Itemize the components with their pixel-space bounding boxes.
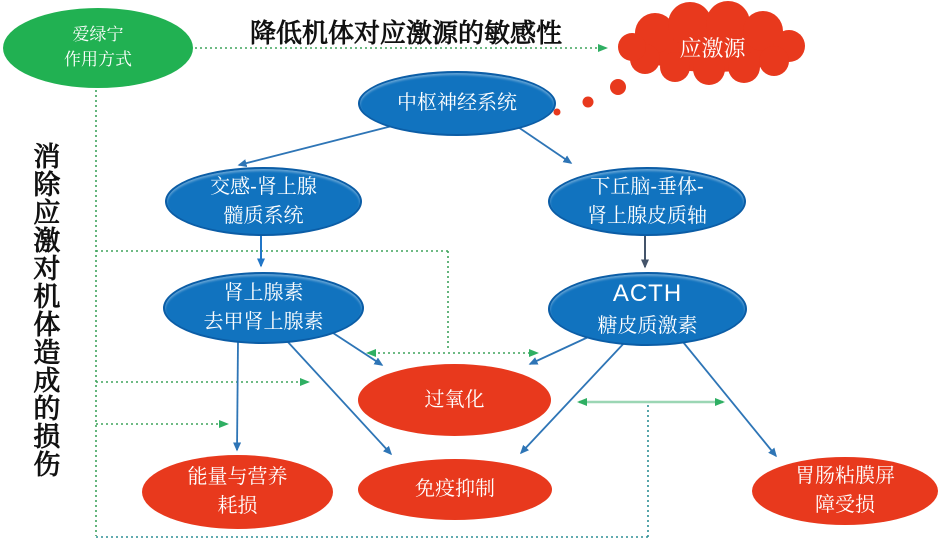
node-label: 作用方式 — [64, 50, 132, 69]
node-acth-glucocorticoid — [548, 272, 747, 346]
arrow-adrenaline-to-energy — [237, 341, 238, 450]
node-label: ACTH — [612, 280, 683, 308]
node-stressor-label: 应激源 — [679, 36, 746, 61]
node-label: 下丘脑-垂体- — [590, 175, 704, 198]
node-sympathetic-adrenal-medulla — [165, 167, 362, 236]
node-label: 肾上腺素 — [223, 282, 304, 304]
node-label: 肾上腺皮质轴 — [587, 204, 707, 227]
node-adrenaline-noradrenaline — [163, 272, 364, 344]
arrow-acth-to-gut — [683, 342, 776, 456]
node-label: 免疫抑制 — [415, 478, 495, 500]
node-label: 能量与营养 — [187, 466, 288, 488]
node-immunosuppression — [358, 459, 552, 520]
node-peroxidation — [358, 364, 551, 436]
node-energy-nutrition-loss — [142, 455, 333, 529]
node-label: 去甲肾上腺素 — [203, 311, 324, 333]
arrow-adrenaline-to-peroxidation — [330, 331, 382, 365]
node-product-mode-of-action — [3, 8, 193, 88]
node-label: 障受损 — [815, 494, 875, 516]
node-label: 髓质系统 — [223, 204, 304, 227]
main-title: 降低机体对应激源的敏感性 — [250, 18, 563, 48]
node-label: 糖皮质激素 — [597, 314, 698, 337]
node-hypothalamus-pituitary-adrenal-axis — [548, 167, 746, 236]
stressor-trail-dots — [554, 79, 627, 116]
node-gut-mucosal-barrier-damage — [752, 457, 938, 525]
node-label: 过氧化 — [424, 388, 485, 411]
node-central-nervous-system — [358, 71, 556, 136]
arrow-cns-to-sam — [239, 126, 392, 165]
side-vertical-label: 消除应激对机体造成的损伤 — [29, 142, 60, 478]
node-label: 爱绿宁 — [72, 25, 124, 45]
node-label: 交感-肾上腺 — [210, 175, 317, 198]
node-label: 胃肠粘膜屏 — [795, 465, 895, 487]
node-label: 中枢神经系统 — [397, 92, 517, 114]
node-label: 耗损 — [217, 495, 258, 517]
arrow-cns-to-hpa — [518, 127, 571, 163]
